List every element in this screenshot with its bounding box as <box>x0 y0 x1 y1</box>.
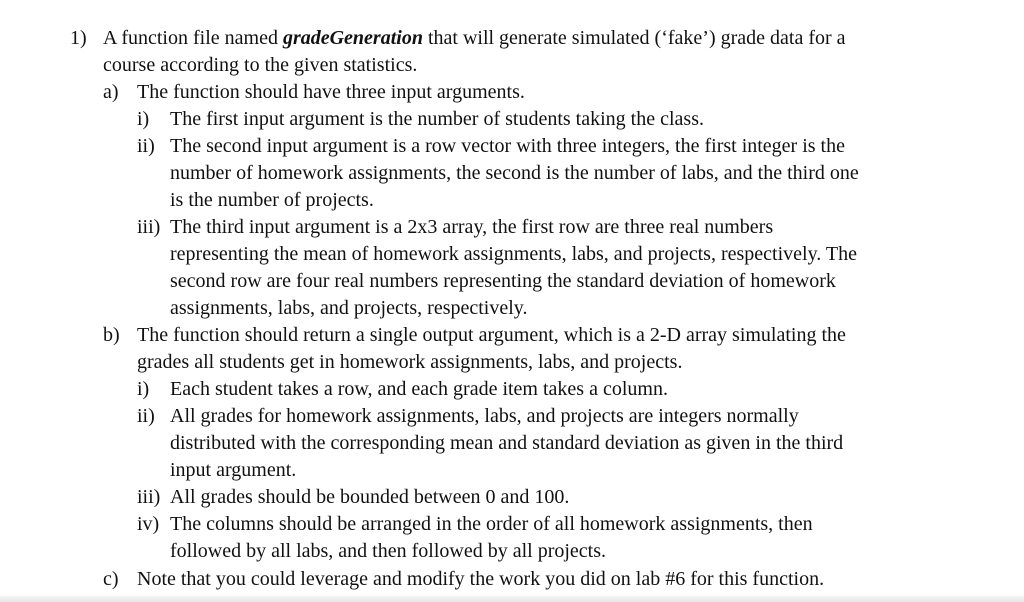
part-b-item-iv-marker: iv) <box>137 513 160 535</box>
item-line: distributed with the corresponding mean and standard deviation as given in the third <box>170 432 844 454</box>
part-b-item-ii-marker: ii) <box>137 405 155 427</box>
item-line: The first input argument is the number of students taking the class. <box>170 108 704 130</box>
part-b-line: The function should return a single output argument, which is a 2-D array simulating the <box>137 324 846 346</box>
page-bottom-edge <box>0 596 1024 602</box>
part-a-text: The function should have three input arguments. <box>137 81 525 103</box>
part-a-item-i-marker: i) <box>137 108 150 130</box>
part-b-item-iii <box>170 484 569 511</box>
part-b-item-i-marker: i) <box>137 378 150 400</box>
item-line: The third input argument is a 2x3 array, the first row are three real numbers <box>170 216 774 238</box>
question-intro-line-2: course according to the given statistics. <box>103 54 418 76</box>
item-line: Each student takes a row, and each grade item takes a column. <box>170 378 668 400</box>
item-line: All grades should be bounded between 0 and 100. <box>170 486 570 508</box>
item-line: All grades for homework assignments, labs, and projects are integers normally <box>170 405 799 427</box>
part-a-item-ii-marker: ii) <box>137 135 155 157</box>
part-b-line: grades all students get in homework assignments, labs, and projects. <box>137 351 683 373</box>
item-line: second row are four real numbers representing the standard deviation of homework <box>170 270 836 292</box>
part-a-item-i <box>170 106 704 133</box>
item-line: is the number of projects. <box>170 189 374 211</box>
item-line: The second input argument is a row vector with three integers, the first integer is the <box>170 135 845 157</box>
item-line: representing the mean of homework assignments, labs, and projects, respectively. The <box>170 243 858 265</box>
part-c-text: Note that you could leverage and modify the work you did on lab #6 for this function. <box>137 568 825 590</box>
part-c-marker: c) <box>103 568 119 590</box>
part-b-text <box>137 322 846 376</box>
item-line: assignments, labs, and projects, respectively. <box>170 297 528 319</box>
item-line: The columns should be arranged in the order of all homework assignments, then <box>170 513 813 535</box>
part-b-item-ii <box>170 403 843 484</box>
question-intro <box>103 25 846 79</box>
part-b-marker: b) <box>103 324 120 346</box>
part-b-item-iii-marker: iii) <box>137 486 161 508</box>
part-a-item-iii <box>170 214 857 322</box>
part-a-item-iii-marker: iii) <box>137 216 161 238</box>
part-a-item-ii <box>170 133 859 214</box>
intro-after: that will generate simulated (‘fake’) grade data for a <box>422 27 846 49</box>
item-line: input argument. <box>170 459 297 481</box>
item-line: followed by all labs, and then followed by all projects. <box>170 540 607 562</box>
part-a-marker: a) <box>103 81 119 103</box>
question-intro-line-1 <box>103 25 846 52</box>
function-name: gradeGeneration <box>282 27 423 49</box>
part-b-item-i <box>170 376 668 403</box>
item-line: number of homework assignments, the second is the number of labs, and the third one <box>170 162 859 184</box>
question-number: 1) <box>70 27 87 49</box>
part-b-item-iv <box>170 511 813 565</box>
intro-before: A function file named <box>103 27 283 49</box>
